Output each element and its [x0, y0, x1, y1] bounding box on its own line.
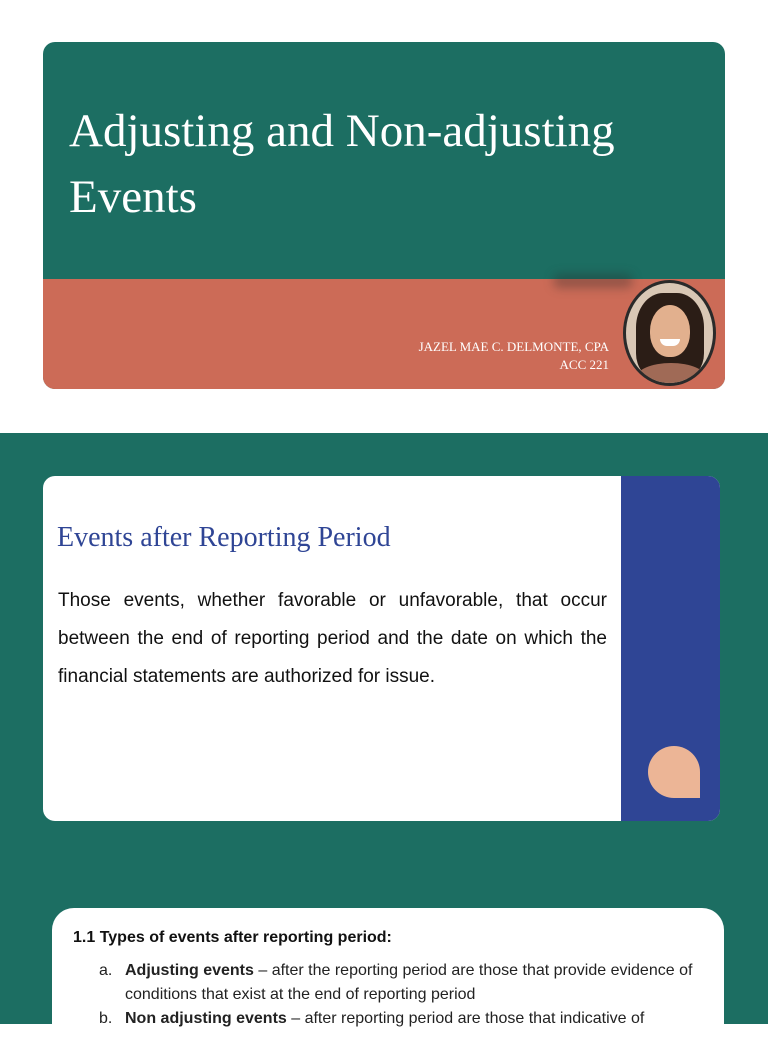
list-marker: a.: [99, 962, 113, 979]
content-slide: [0, 433, 768, 1027]
leaf-shape-icon: [648, 746, 700, 798]
list-item: [73, 959, 703, 1007]
band-shadow: [553, 274, 633, 288]
list-text: – after reporting period are those that indicative of: [286, 1010, 645, 1027]
list-term: Non adjusting events: [125, 1010, 287, 1027]
definition-text: Those events, whether favorable or unfavorable, that occur between the end of reporting period and the date on which the financial statements are authorized for issue.: [58, 590, 607, 687]
author-name: JAZEL MAE C. DELMONTE, CPA: [418, 339, 609, 354]
list-term: Adjusting events: [125, 962, 254, 979]
author-photo: [623, 280, 716, 386]
course-code: ACC 221: [559, 357, 609, 372]
types-heading: 1.1 Types of events after reporting period:: [73, 929, 392, 946]
list-item: [73, 1007, 703, 1031]
definition-heading: Events after Reporting Period: [57, 522, 391, 553]
title-slide: [43, 42, 725, 389]
types-list: [73, 959, 703, 1031]
photo-face: [650, 305, 690, 357]
slide-title: Adjusting and Non-adjusting Events: [69, 105, 615, 223]
photo-background: [626, 283, 713, 383]
list-marker: b.: [99, 1010, 113, 1027]
types-card: [52, 908, 724, 1048]
list-text: – after the reporting period are those that provide evidence of conditions that exist at the end of reporting period: [125, 962, 693, 1003]
author-block: [419, 338, 609, 374]
definition-card: [43, 476, 720, 821]
